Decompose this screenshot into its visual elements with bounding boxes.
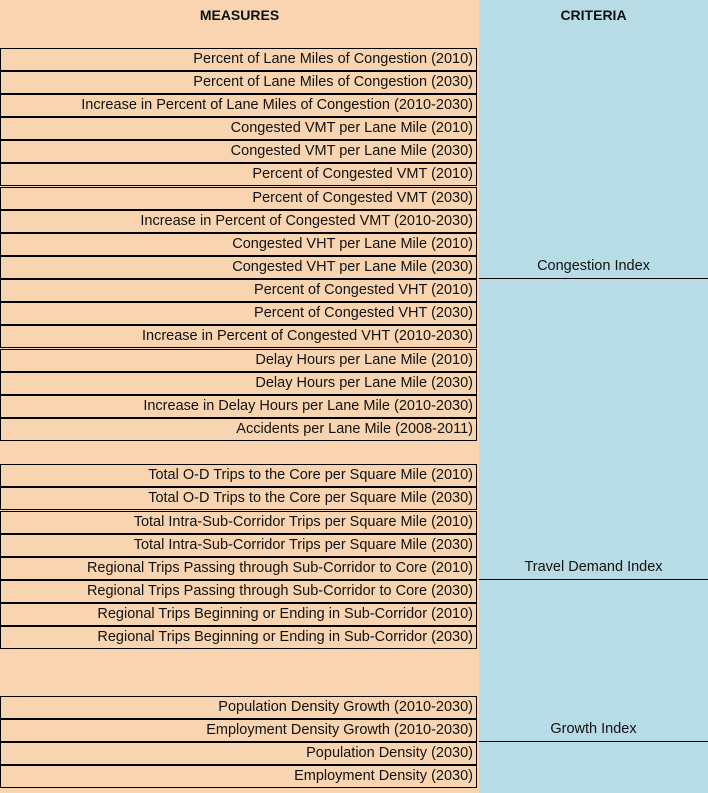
- measure-row: Population Density (2030): [0, 742, 477, 765]
- measure-row: Regional Trips Beginning or Ending in Sub-Corridor (2010): [0, 603, 477, 626]
- measure-row: Delay Hours per Lane Mile (2010): [0, 349, 477, 372]
- measure-row: Increase in Percent of Congested VMT (2010-2030): [0, 210, 477, 233]
- measure-row: Regional Trips Beginning or Ending in Sub-Corridor (2030): [0, 626, 477, 649]
- measure-row: Percent of Lane Miles of Congestion (2010): [0, 48, 477, 71]
- measure-row: Total Intra-Sub-Corridor Trips per Square Mile (2030): [0, 534, 477, 557]
- measure-row: Increase in Delay Hours per Lane Mile (2010-2030): [0, 395, 477, 418]
- measure-row: Population Density Growth (2010-2030): [0, 696, 477, 719]
- measure-row: Accidents per Lane Mile (2008-2011): [0, 418, 477, 441]
- measure-row: Total O-D Trips to the Core per Square Mile (2010): [0, 464, 477, 487]
- measure-row: Delay Hours per Lane Mile (2030): [0, 372, 477, 395]
- criteria-congestion-index: Congestion Index: [479, 256, 708, 279]
- criteria-travel-demand-index: Travel Demand Index: [479, 557, 708, 580]
- measure-row: Congested VMT per Lane Mile (2010): [0, 117, 477, 140]
- measure-row: Increase in Percent of Lane Miles of Congestion (2010-2030): [0, 94, 477, 117]
- measures-header: MEASURES: [199, 7, 280, 23]
- measure-row: Congested VHT per Lane Mile (2010): [0, 233, 477, 256]
- criteria-growth-index: Growth Index: [479, 719, 708, 742]
- measure-row: Total Intra-Sub-Corridor Trips per Square Mile (2010): [0, 511, 477, 534]
- criteria-column: [479, 0, 708, 793]
- measure-row: Congested VHT per Lane Mile (2030): [0, 256, 477, 279]
- measure-row: Regional Trips Passing through Sub-Corridor to Core (2010): [0, 557, 477, 580]
- measure-row: Employment Density (2030): [0, 765, 477, 788]
- measure-row: Total O-D Trips to the Core per Square Mile (2030): [0, 487, 477, 510]
- measure-row: Congested VMT per Lane Mile (2030): [0, 140, 477, 163]
- measure-row: Percent of Lane Miles of Congestion (2030): [0, 71, 477, 94]
- measure-row: Percent of Congested VHT (2030): [0, 302, 477, 325]
- criteria-header: CRITERIA: [560, 7, 627, 23]
- measure-row: Percent of Congested VMT (2010): [0, 163, 477, 186]
- measure-row: Percent of Congested VHT (2010): [0, 279, 477, 302]
- measure-row: Regional Trips Passing through Sub-Corridor to Core (2030): [0, 580, 477, 603]
- measure-row: Increase in Percent of Congested VHT (2010-2030): [0, 325, 477, 348]
- measure-row: Percent of Congested VMT (2030): [0, 187, 477, 210]
- measure-row: Employment Density Growth (2010-2030): [0, 719, 477, 742]
